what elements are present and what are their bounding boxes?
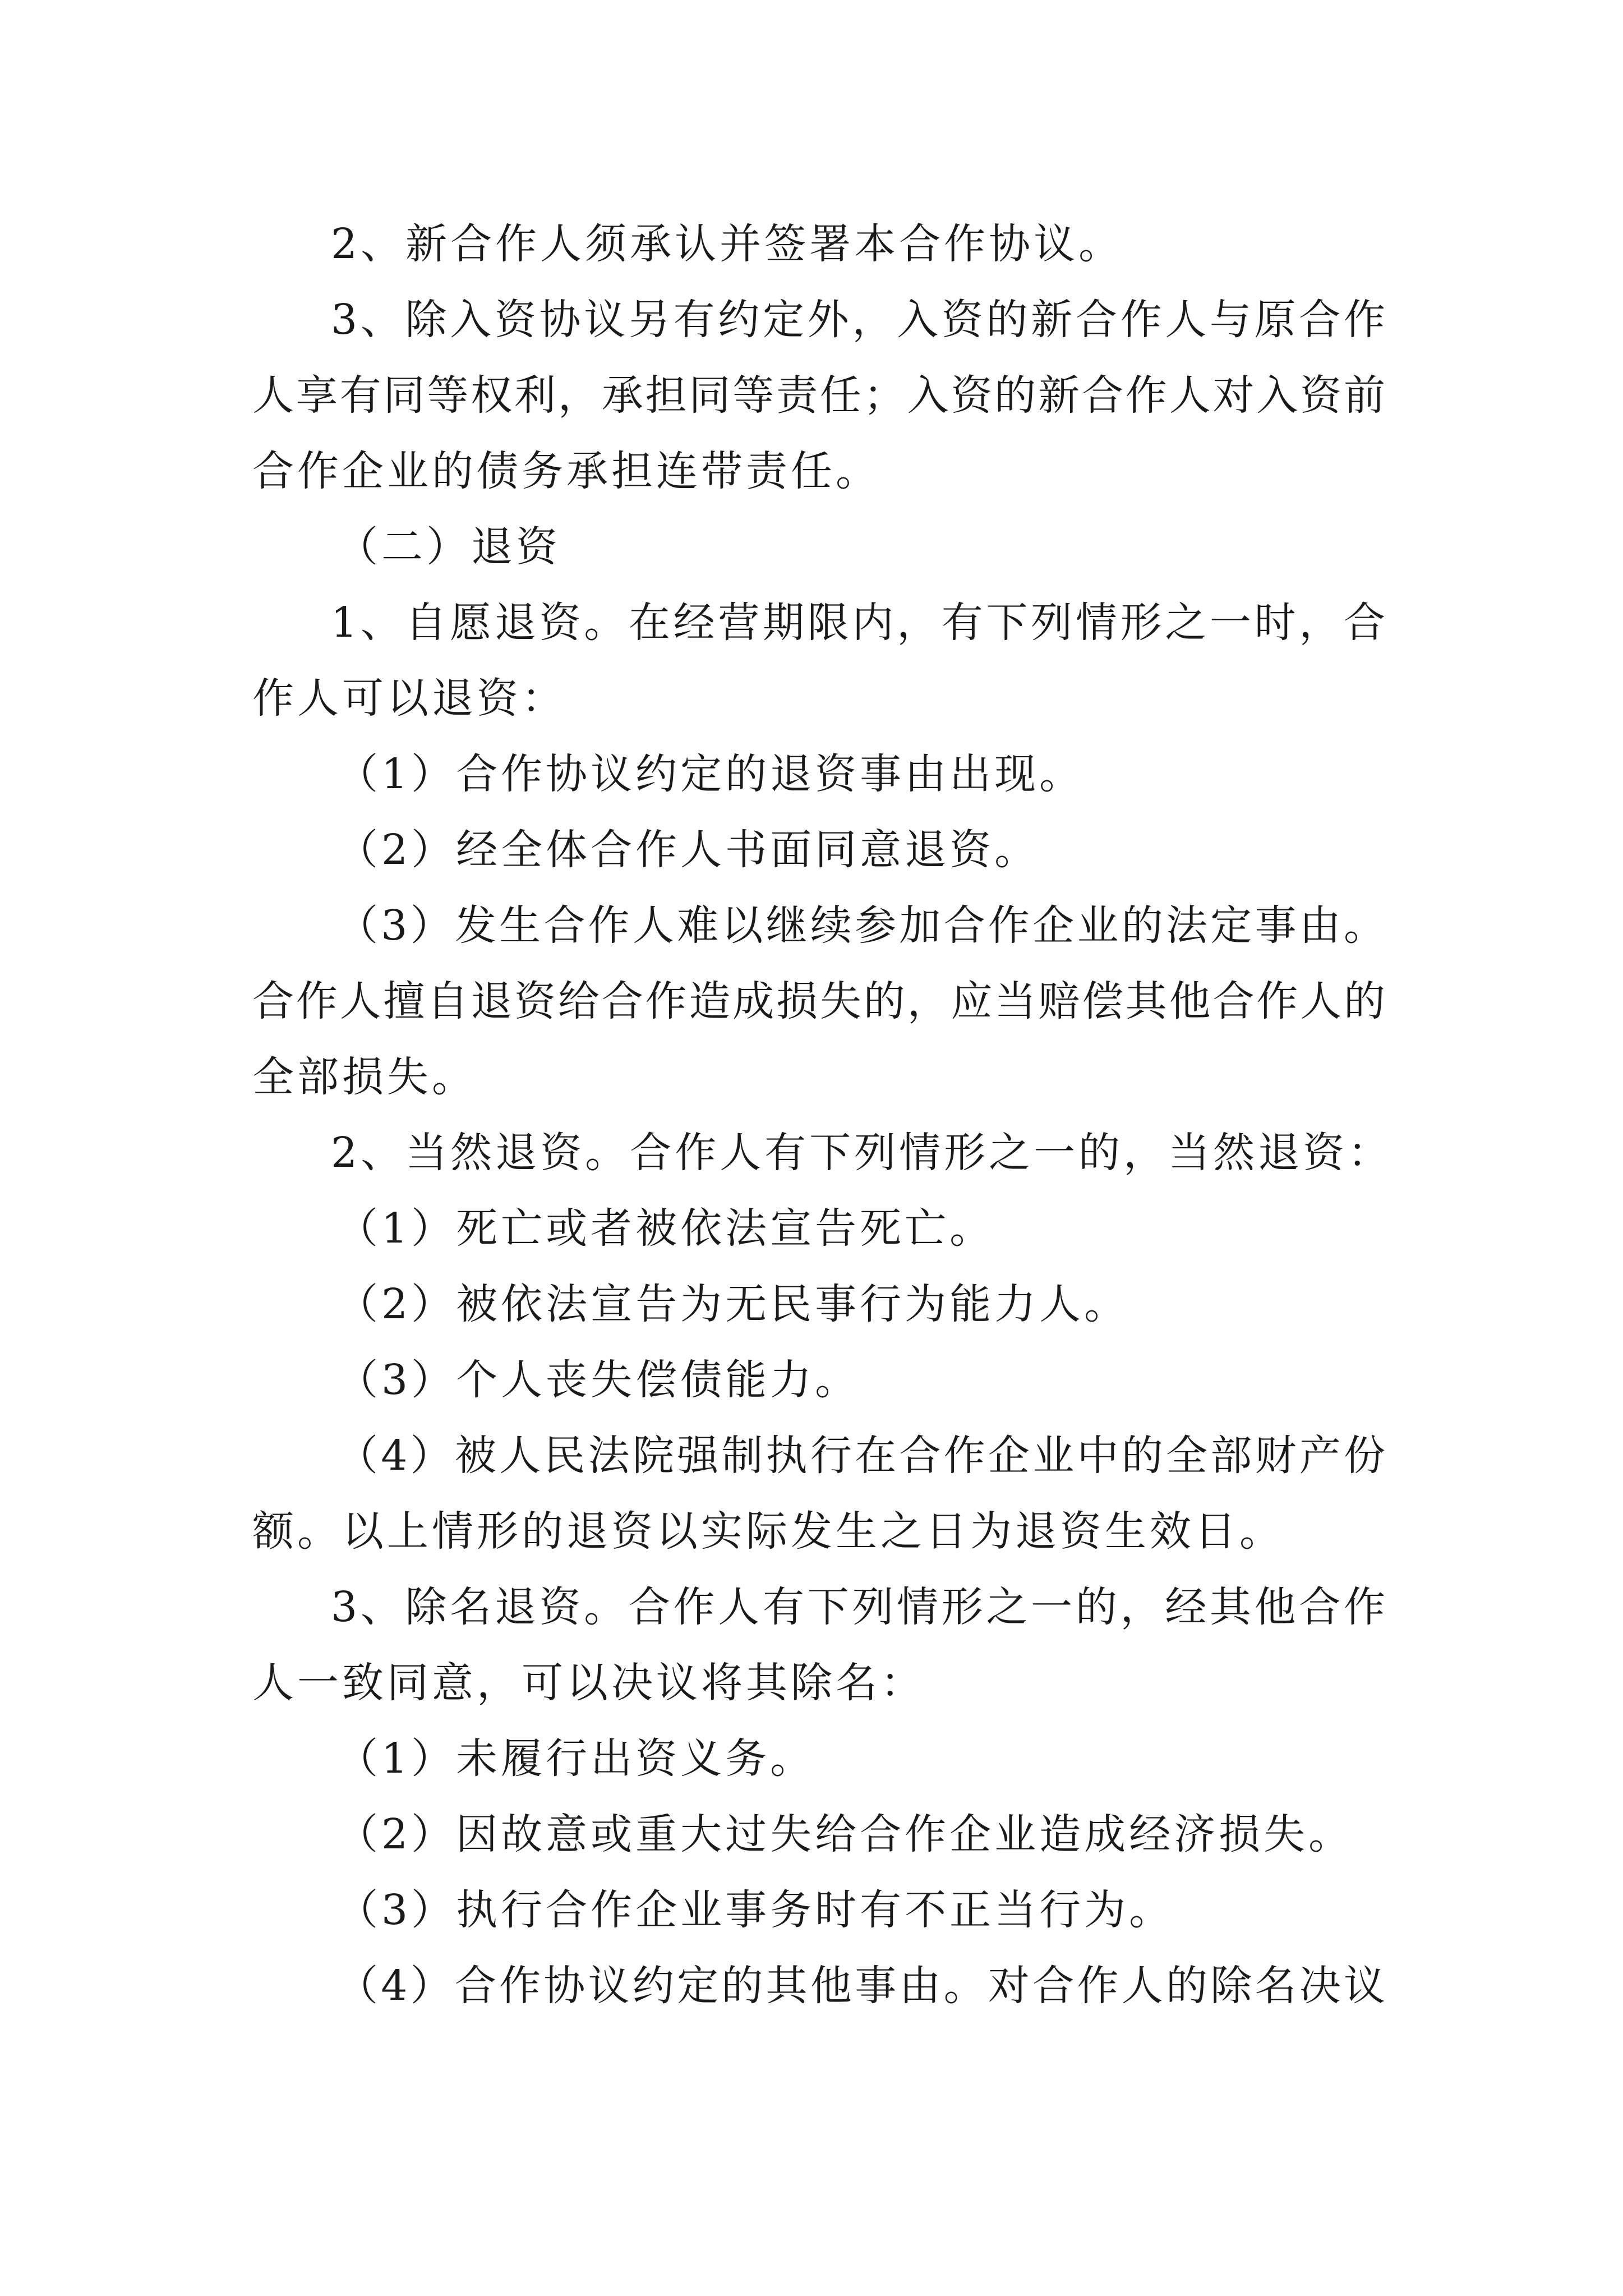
text-line: 额。以上情形的退资以实际发生之日为退资生效日。 xyxy=(252,1507,1284,1556)
text-line: 3、除名退资。合作人有下列情形之一的，经其他合作 xyxy=(331,1583,1385,1631)
text-line: 2、新合作人须承认并签署本合作协议。 xyxy=(331,220,1124,268)
text-line: 2、当然退资。合作人有下列情形之一的，当然退资： xyxy=(331,1129,1393,1177)
text-line: 1、自愿退资。在经营期限内，有下列情形之一时，合 xyxy=(331,599,1385,647)
text-line: （1）合作协议约定的退资事由出现。 xyxy=(336,750,1085,798)
text-line: （3）执行合作企业事务时有不正当行为。 xyxy=(336,1886,1174,1934)
text-line: 合作人擅自退资给合作造成损失的，应当赔偿其他合作人的 xyxy=(252,977,1385,1025)
text-line: 全部损失。 xyxy=(252,1053,477,1101)
text-line: （3）发生合作人难以继续参加合作企业的法定事由。 xyxy=(336,901,1385,950)
text-line: （2）因故意或重大过失给合作企业造成经济损失。 xyxy=(336,1810,1354,1858)
section-heading: （二）退资 xyxy=(336,523,561,571)
text-line: （4）被人民法院强制执行在合作企业中的全部财产份 xyxy=(336,1432,1385,1480)
text-line: 3、除入资协议另有约定外，入资的新合作人与原合作 xyxy=(331,296,1385,344)
text-line: （1）未履行出资义务。 xyxy=(336,1734,815,1783)
text-line: （1）死亡或者被依法宣告死亡。 xyxy=(336,1204,995,1253)
text-line: （2）被依法宣告为无民事行为能力人。 xyxy=(336,1280,1129,1328)
text-line: 作人可以退资： xyxy=(252,674,566,723)
text-line: （3）个人丧失偿债能力。 xyxy=(336,1356,860,1404)
text-line: 人一致同意，可以决议将其除名： xyxy=(252,1659,925,1707)
text-line: 人享有同等权利，承担同等责任；入资的新合作人对入资前 xyxy=(252,371,1385,420)
text-line: （2）经全体合作人书面同意退资。 xyxy=(336,826,1040,874)
text-line: 合作企业的债务承担连带责任。 xyxy=(252,447,880,495)
text-line: （4）合作协议约定的其他事由。对合作人的除名决议 xyxy=(336,1962,1385,2010)
